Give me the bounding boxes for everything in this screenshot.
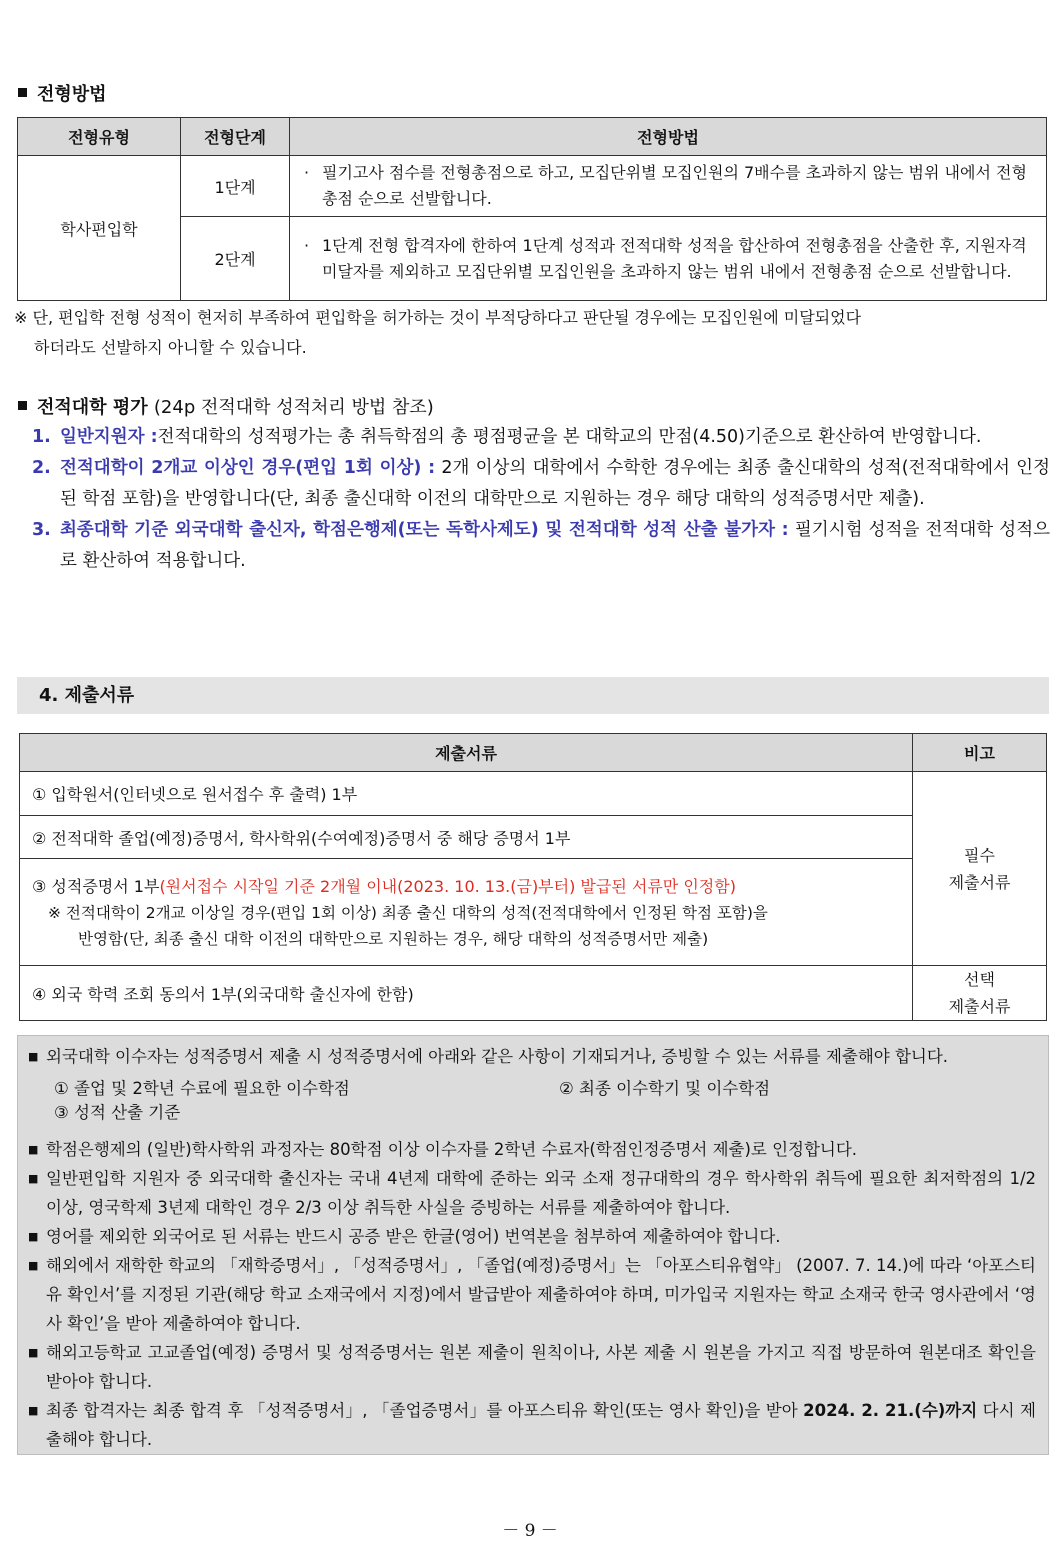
header-type: 전형유형 xyxy=(18,118,181,156)
square-bullet-icon: ■ xyxy=(28,1346,39,1359)
list-item xyxy=(18,1164,1048,1222)
remark-optional xyxy=(913,966,1047,1021)
doc-cell: ② 전적대학 졸업(예정)증명서, 학사학위(수여예정)증명서 중 해당 증명서 1부 xyxy=(20,816,913,859)
method-desc-text: 1단계 전형 합격자에 한하여 1단계 성적과 전적대학 성적을 합산하여 전형총점을 산출한 후, 지원자격 미달자를 제외하고 모집단위별 모집인원을 초과하지 않는 범위 내에서 전형총점 순으로 선발합니다. xyxy=(322,235,1027,281)
square-bullet-icon: ■ xyxy=(28,1259,39,1272)
list-item xyxy=(18,1396,1048,1454)
type-cell: 학사편입학 xyxy=(18,156,181,301)
eval-list xyxy=(32,422,1050,577)
stage-cell: 1단계 xyxy=(181,156,290,217)
doc-subnote xyxy=(32,900,900,952)
square-bullet-icon: ■ xyxy=(28,1230,39,1243)
table-row xyxy=(20,966,1047,1021)
item-highlight: 일반지원자 : xyxy=(60,427,158,447)
item-number: 3. xyxy=(32,520,51,540)
item-text xyxy=(60,453,1050,515)
list-item xyxy=(32,453,1050,515)
note-line: 단, 편입학 전형 성적이 현저히 부족하여 편입학을 허가하는 것이 부적당하다고 판단될 경우에는 모집인원에 미달되었다 xyxy=(32,308,862,327)
item-text xyxy=(60,515,1050,577)
notice-text: 일반편입학 지원자 중 외국대학 출신자는 국내 4년제 대학에 준하는 외국 소재 정규대학의 경우 학사학위 취득에 필요한 최저학점의 1/2 이상, 영국학제 3년제 대학인 경우 2/3 이상 취득한 사실을 증빙하는 서류를 제출하여야 합니다. xyxy=(46,1169,1036,1217)
docs-table xyxy=(19,733,1047,1021)
notice-text-part: 최종 합격자는 최종 합격 후 「성적증명서」, 「졸업증명서」를 아포스티유 확인(또는 영사 확인)을 받아 xyxy=(46,1401,804,1420)
doc-red-text: (원서접수 시작일 기준 2개월 이내(2023. 10. 13.(금)부터) 발급된 서류만 인정함) xyxy=(159,876,736,896)
dot-bullet: · xyxy=(304,163,310,182)
doc-main-text: ③ 성적증명서 1부 xyxy=(32,876,160,896)
method-heading xyxy=(18,80,107,106)
remark-text: 제출서류 xyxy=(948,997,1011,1016)
docs-section-title: 4. 제출서류 xyxy=(17,677,1049,714)
subnote-line: ※ 전적대학이 2개교 이상일 경우(편입 1회 이상) 최종 출신 대학의 성적(전적대학에서 인정된 학점 포함)을 xyxy=(48,903,768,922)
remark-text: 필수 xyxy=(964,845,995,865)
item-number: 2. xyxy=(32,458,51,478)
page-number: － 9 － xyxy=(502,1521,558,1541)
table-row xyxy=(20,772,1047,816)
square-bullet-icon xyxy=(18,88,27,97)
notice-text: 해외에서 재학한 학교의 「재학증명서」, 「성적증명서」, 「졸업(예정)증명서」는 「아포스티유협약」 (2007. 7. 14.)에 따라 ‘아포스티유 확인서’를 지정된 기관(해당 학교 소재국에서 지정)에서 발급받아 제출하여야 하며, 미가입국 지원자는 학교 소재국 한국 영사관에서 ‘영사 확인’을 받아 제출하여야 합니다. xyxy=(46,1256,1036,1333)
method-desc-cell xyxy=(290,217,1047,301)
item-text xyxy=(60,422,981,453)
deadline-date: 2024. 2. 21.(수)까지 xyxy=(803,1401,978,1420)
item-highlight: 최종대학 기준 외국대학 출신자, 학점은행제(또는 독학사제도) 및 전적대학 성적 산출 불가자 : xyxy=(60,520,789,540)
notice-text: 해외고등학교 고교졸업(예정) 증명서 및 성적증명서는 원본 제출이 원칙이나, 사본 제출 시 원본을 가지고 직접 방문하여 원본대조 확인을 받아야 합니다. xyxy=(46,1343,1036,1391)
sublist-item: ③ 성적 산출 기준 xyxy=(54,1103,181,1122)
dot-bullet: · xyxy=(304,235,310,255)
remark-text: 제출서류 xyxy=(948,872,1011,892)
doc-cell: ④ 외국 학력 조회 동의서 1부(외국대학 출신자에 한함) xyxy=(20,966,913,1021)
item-highlight: 전적대학이 2개교 이상인 경우(편입 1회 이상) : xyxy=(60,458,436,478)
list-item xyxy=(18,1338,1048,1396)
list-item xyxy=(32,515,1050,577)
table-row xyxy=(20,859,1047,966)
method-table xyxy=(17,117,1047,301)
square-bullet-icon xyxy=(18,401,27,410)
list-item xyxy=(18,1135,1048,1164)
notice-text: 학점은행제의 (일반)학사학위 과정자는 80학점 이상 이수자를 2학년 수료자(학점인정증명서 제출)로 인정합니다. xyxy=(46,1140,858,1159)
square-bullet-icon: ■ xyxy=(28,1143,39,1156)
item-body: 2개 이상의 대학에서 수학한 경우에는 최종 출신대학의 성적(전적대학에서 인정된 학점 포함)을 반영합니다(단, 최종 출신대학 이전의 대학만으로 지원하는 경우 해당 대학의 성적증명서만 제출). xyxy=(60,458,1050,509)
doc-cell xyxy=(20,859,913,966)
notice-sublist xyxy=(18,1077,1048,1125)
note-line: 하더라도 선발하지 아니할 수 있습니다. xyxy=(34,338,307,357)
notice-text xyxy=(46,1396,1036,1454)
list-item xyxy=(18,1251,1048,1338)
reference-mark: ※ xyxy=(14,308,28,327)
table-row xyxy=(18,156,1047,217)
header-remark: 비고 xyxy=(913,734,1047,772)
list-item xyxy=(18,1222,1048,1251)
header-docs: 제출서류 xyxy=(20,734,913,772)
item-body: 전적대학의 성적평가는 총 취득학점의 총 평점평균을 본 대학교의 만점(4.50)기준으로 환산하여 반영합니다. xyxy=(157,427,982,447)
notice-text: 영어를 제외한 외국어로 된 서류는 반드시 공증 받은 한글(영어) 번역본을 첨부하여 제출하여야 합니다. xyxy=(46,1227,781,1246)
item-body: 필기시험 성적을 전적대학 성적으로 환산하여 적용합니다. xyxy=(60,520,1050,571)
sublist-item: ① 졸업 및 2학년 수료에 필요한 이수학점 xyxy=(54,1079,350,1098)
remark-text: 선택 xyxy=(964,970,995,989)
sublist-item: ② 최종 이수학기 및 이수학점 xyxy=(559,1079,771,1098)
method-desc-cell xyxy=(290,156,1047,217)
subnote-line: 반영함(단, 최종 출신 대학 이전의 대학만으로 지원하는 경우, 해당 대학의 성적증명서만 제출) xyxy=(78,929,709,948)
method-heading-text: 전형방법 xyxy=(37,84,107,105)
stage-cell: 2단계 xyxy=(181,217,290,301)
notice-box xyxy=(17,1035,1049,1455)
docs-table-header xyxy=(20,734,1047,772)
notice-text-part: 다시 제출해야 합니다. xyxy=(46,1401,1036,1449)
square-bullet-icon: ■ xyxy=(28,1404,39,1417)
eval-heading-text: 전적대학 평가 xyxy=(37,397,148,418)
doc-cell: ① 입학원서(인터넷으로 원서접수 후 출력) 1부 xyxy=(20,772,913,816)
header-stage: 전형단계 xyxy=(181,118,290,156)
method-desc-text: 필기고사 점수를 전형총점으로 하고, 모집단위별 모집인원의 7배수를 초과하지 않는 범위 내에서 전형총점 순으로 선발합니다. xyxy=(322,163,1027,208)
notice-text: 외국대학 이수자는 성적증명서 제출 시 성적증명서에 아래와 같은 사항이 기재되거나, 증빙할 수 있는 서류를 제출해야 합니다. xyxy=(46,1047,949,1066)
eval-heading xyxy=(18,393,434,419)
list-item xyxy=(18,1042,1048,1071)
eval-heading-note: (24p 전적대학 성적처리 방법 참조) xyxy=(153,397,434,418)
square-bullet-icon: ■ xyxy=(28,1050,39,1063)
square-bullet-icon: ■ xyxy=(28,1172,39,1185)
remark-required xyxy=(913,772,1047,966)
item-number: 1. xyxy=(32,427,51,447)
method-note xyxy=(14,303,861,363)
header-method: 전형방법 xyxy=(290,118,1047,156)
list-item xyxy=(32,422,1050,453)
table-row xyxy=(20,816,1047,859)
method-table-header xyxy=(18,118,1047,156)
